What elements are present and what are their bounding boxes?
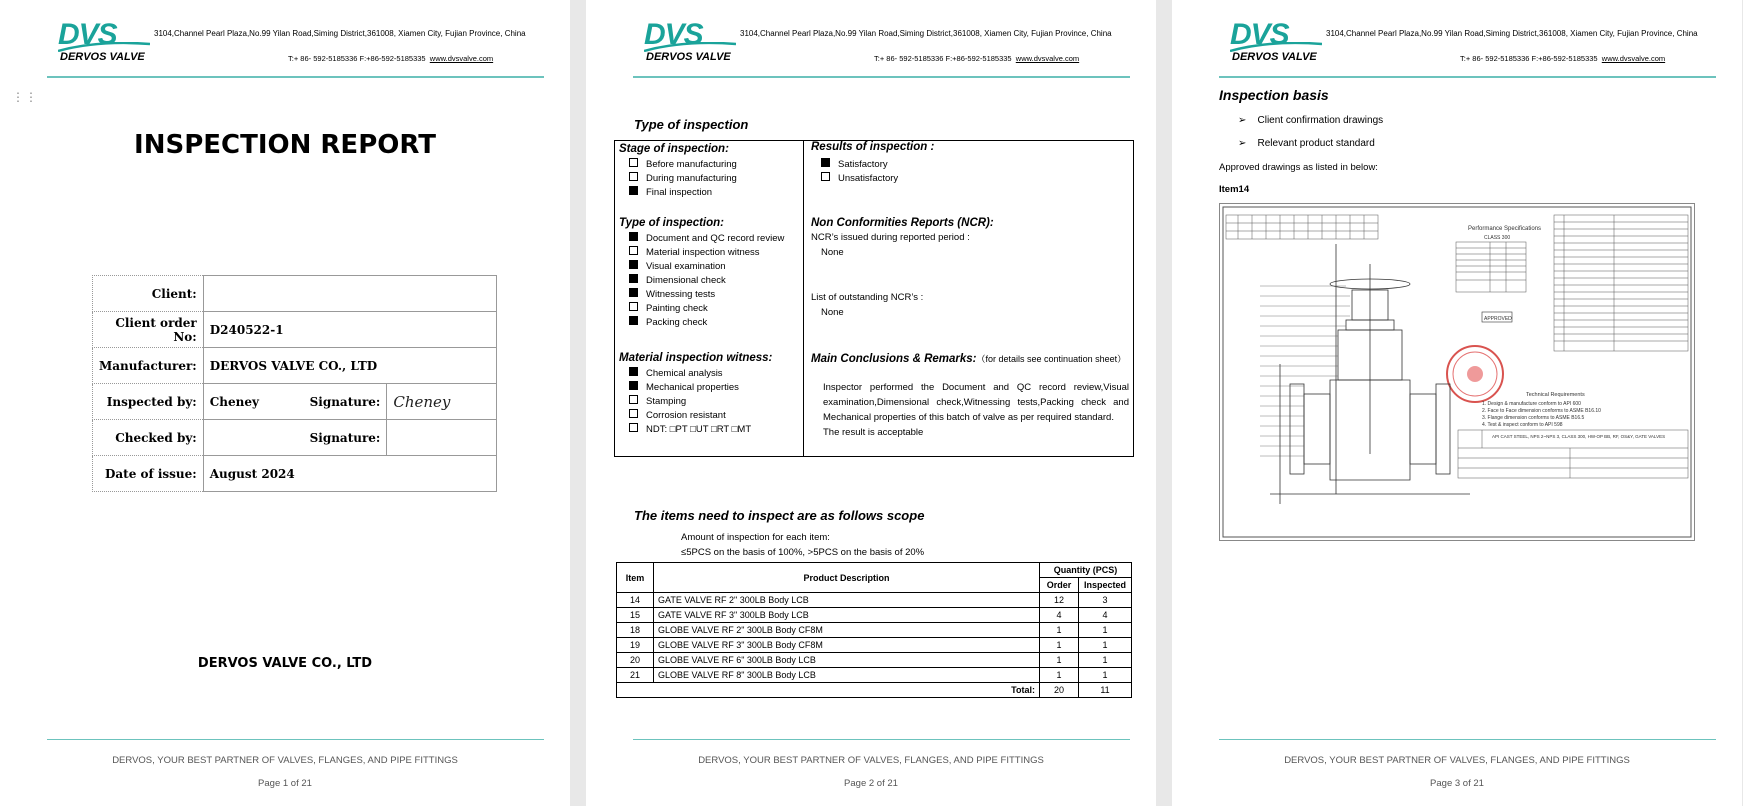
- checkbox-checked-icon[interactable]: [629, 186, 638, 195]
- signature-image: Cheney: [387, 384, 496, 420]
- cell-inspected: 1: [1079, 653, 1132, 668]
- checkbox-item[interactable]: [629, 367, 723, 379]
- header-address: 3104,Channel Pearl Plaza,No.99 Yilan Road,Siming District,361008, Xiamen City, Fujian Province, China: [154, 29, 526, 38]
- cell-order: 1: [1040, 638, 1079, 653]
- drawing-tech-line: 2. Face to Face dimension conforms to ASME B16.10: [1482, 408, 1601, 414]
- client-value: [203, 276, 496, 312]
- signature-label: Signature:: [291, 384, 387, 420]
- footer-slogan: DERVOS, YOUR BEST PARTNER OF VALVES, FLANGES, AND PIPE FITTINGS: [698, 755, 1044, 766]
- engineering-drawing: [1219, 203, 1695, 541]
- inspection-basis-heading: Inspection basis: [1219, 87, 1329, 103]
- ncr-none-2: None: [821, 307, 844, 318]
- inspected-value: Cheney: [203, 384, 291, 420]
- items-table: [616, 562, 1132, 698]
- drag-handle-icon[interactable]: ⋮⋮: [12, 90, 38, 104]
- cell-inspected: 3: [1079, 593, 1132, 608]
- amount-line: Amount of inspection for each item:: [681, 532, 830, 543]
- footer-slogan: DERVOS, YOUR BEST PARTNER OF VALVES, FLANGES, AND PIPE FITTINGS: [1284, 755, 1630, 766]
- item-label: Item14: [1219, 184, 1250, 195]
- bullet-text: Relevant product standard: [1257, 138, 1375, 149]
- items-body: [617, 593, 1132, 683]
- page-number: Page 3 of 21: [1430, 778, 1484, 789]
- total-inspected: 11: [1079, 683, 1132, 698]
- header-rule: [47, 76, 544, 78]
- checkbox-item[interactable]: [629, 395, 686, 407]
- drawing-tech-line: 4. Test & inspect conform to API 598: [1482, 422, 1563, 428]
- total-label: Total:: [617, 683, 1040, 698]
- cell-desc: GLOBE VALVE RF 3" 300LB Body CF8M: [654, 638, 1040, 653]
- checkbox-label: Painting check: [646, 303, 708, 314]
- checkbox-label: Witnessing tests: [646, 289, 716, 300]
- logo-subtitle: DERVOS VALVE: [646, 51, 731, 63]
- company-name: DERVOS VALVE CO., LTD: [197, 656, 373, 671]
- checkbox-label: Before manufacturing: [646, 159, 737, 170]
- cell-order: 4: [1040, 608, 1079, 623]
- page-number: Page 2 of 21: [844, 778, 898, 789]
- table-row: [617, 653, 1132, 668]
- cell-order: 1: [1040, 668, 1079, 683]
- table-row: [617, 608, 1132, 623]
- ncr-issued: NCR’s issued during reported period :: [811, 232, 970, 243]
- signature2-value: [387, 420, 496, 456]
- checkbox-item[interactable]: [629, 288, 715, 300]
- cell-item: 18: [617, 623, 654, 638]
- header-address: 3104,Channel Pearl Plaza,No.99 Yilan Road,Siming District,361008, Xiamen City, Fujian Province, China: [1326, 29, 1698, 38]
- manufacturer-label: Manufacturer:: [93, 348, 204, 384]
- cell-item: 21: [617, 668, 654, 683]
- checkbox-empty-icon[interactable]: [629, 423, 638, 432]
- order-value: D240522-1: [203, 312, 496, 348]
- conclusions-result: The result is acceptable: [823, 427, 924, 438]
- drawing-class-label: CLASS 300: [1484, 235, 1511, 241]
- footer-rule: [47, 739, 544, 740]
- checkbox-item[interactable]: [629, 423, 751, 435]
- drawing-tech-line: 1. Design & manufacture conform to API 600: [1482, 401, 1581, 407]
- logo-subtitle: DERVOS VALVE: [60, 51, 145, 63]
- checkbox-item[interactable]: [629, 186, 712, 198]
- cell-order: 1: [1040, 623, 1079, 638]
- checkbox-label: Satisfactory: [838, 159, 888, 170]
- checkbox-item[interactable]: [629, 274, 726, 286]
- header-contact: [874, 54, 1079, 63]
- order-label: Client order No:: [93, 312, 204, 348]
- checked-value: [203, 420, 291, 456]
- header-address: 3104,Channel Pearl Plaza,No.99 Yilan Road,Siming District,361008, Xiamen City, Fujian Province, China: [740, 29, 1112, 38]
- checkbox-empty-icon[interactable]: [629, 395, 638, 404]
- cell-desc: GLOBE VALVE RF 8" 300LB Body LCB: [654, 668, 1040, 683]
- cell-desc: GLOBE VALVE RF 6" 300LB Body LCB: [654, 653, 1040, 668]
- cell-order: 12: [1040, 593, 1079, 608]
- cell-item: 14: [617, 593, 654, 608]
- header-phone: T:+ 86- 592-5185336 F:+86-592-5185335: [1460, 54, 1598, 63]
- drawing-spec-title: Performance Specifications: [1468, 226, 1542, 232]
- header-phone: T:+ 86- 592-5185336 F:+86-592-5185335: [288, 54, 426, 63]
- checkbox-label: Document and QC record review: [646, 233, 785, 244]
- cell-desc: GATE VALVE RF 2" 300LB Body LCB: [654, 593, 1040, 608]
- approved-line: Approved drawings as listed in below:: [1219, 162, 1378, 173]
- th-qty: Quantity (PCS): [1040, 563, 1132, 578]
- checkbox-item[interactable]: [629, 409, 726, 421]
- checkbox-label: Material inspection witness: [646, 247, 760, 258]
- date-label: Date of issue:: [93, 456, 204, 492]
- total-order: 20: [1040, 683, 1079, 698]
- page-number: Page 1 of 21: [258, 778, 312, 789]
- page-2: [586, 0, 1156, 806]
- checkbox-checked-icon[interactable]: [629, 381, 638, 390]
- header-rule: [1219, 76, 1716, 78]
- logo-text: DVS: [58, 18, 117, 51]
- checkbox-label: Visual examination: [646, 261, 726, 272]
- header-contact: [288, 54, 493, 63]
- drawing-tech-title: Technical Requirements: [1526, 392, 1585, 398]
- logo-subtitle: DERVOS VALVE: [1232, 51, 1317, 63]
- checkbox-item[interactable]: [629, 246, 760, 258]
- page-title: INSPECTION REPORT: [134, 130, 436, 160]
- valve-drawing: [1270, 244, 1470, 504]
- dvs-logo: [1230, 20, 1330, 64]
- scope-heading: The items need to inspect are as follows scope: [634, 508, 925, 523]
- checkbox-label: Stamping: [646, 396, 687, 407]
- drawing-stamp-label: APPROVED: [1484, 316, 1512, 322]
- checkbox-label: Unsatisfactory: [838, 173, 899, 184]
- checkbox-checked-icon[interactable]: [629, 260, 638, 269]
- th-order: Order: [1040, 578, 1079, 593]
- results-heading: Results of inspection :: [811, 141, 935, 153]
- ncr-heading: Non Conformities Reports (NCR):: [811, 217, 994, 229]
- report-info-table: [92, 275, 497, 492]
- checkbox-empty-icon[interactable]: [821, 172, 830, 181]
- inspected-label: Inspected by:: [93, 384, 204, 420]
- stage-heading: Stage of inspection:: [619, 143, 729, 155]
- checkbox-checked-icon[interactable]: [629, 288, 638, 297]
- checkbox-checked-icon[interactable]: [629, 232, 638, 241]
- cell-inspected: 4: [1079, 608, 1132, 623]
- table-row: [617, 593, 1132, 608]
- table-row: [617, 623, 1132, 638]
- conclusions-text: [823, 380, 1129, 440]
- type-of-inspection-heading: Type of inspection: [634, 117, 749, 132]
- checkbox-item[interactable]: [821, 158, 888, 170]
- checkbox-item[interactable]: [629, 381, 739, 393]
- checkbox-label: Mechanical properties: [646, 382, 739, 393]
- logo-text: DVS: [644, 18, 703, 51]
- header-phone: T:+ 86- 592-5185336 F:+86-592-5185335: [874, 54, 1012, 63]
- bullet-text: Client confirmation drawings: [1257, 115, 1384, 126]
- basis-bullet: [1238, 138, 1375, 149]
- conclusions-body: Inspector performed the Document and QC record review,Visual examination,Dimensional check,Witnessing tests,Packing check and Mechanical properties of this batch of valve as per required standard.: [823, 382, 1129, 423]
- checkbox-checked-icon[interactable]: [629, 367, 638, 376]
- signature2-label: Signature:: [291, 420, 387, 456]
- checkbox-label: NDT: □PT □UT □RT □MT: [646, 424, 752, 435]
- drawing-svg: [1220, 204, 1694, 540]
- checkbox-empty-icon[interactable]: [629, 172, 638, 181]
- checkbox-label: Chemical analysis: [646, 368, 723, 379]
- checkbox-empty-icon[interactable]: [629, 409, 638, 418]
- checked-label: Checked by:: [93, 420, 204, 456]
- checkbox-checked-icon[interactable]: [629, 274, 638, 283]
- checkbox-item[interactable]: [629, 172, 737, 184]
- date-value: August 2024: [203, 456, 496, 492]
- conclusions-note: （for details see continuation sheet）: [976, 354, 1127, 364]
- logo-text: DVS: [1230, 18, 1289, 51]
- checkbox-item[interactable]: [629, 260, 726, 272]
- ncr-outstanding: List of outstanding NCR’s :: [811, 292, 924, 303]
- checkbox-item[interactable]: [629, 316, 707, 328]
- footer-rule: [1219, 739, 1716, 740]
- checkbox-item[interactable]: [629, 232, 784, 244]
- checkbox-checked-icon[interactable]: [821, 158, 830, 167]
- checkbox-empty-icon[interactable]: [629, 302, 638, 311]
- arrow-bullet-icon: ➢: [1238, 115, 1247, 126]
- cell-order: 1: [1040, 653, 1079, 668]
- basis-line: ≤5PCS on the basis of 100%, >5PCS on the basis of 20%: [681, 547, 925, 558]
- checkbox-checked-icon[interactable]: [629, 316, 638, 325]
- cell-inspected: 1: [1079, 623, 1132, 638]
- header-website-link[interactable]: www.dvsvalve.com: [1015, 54, 1080, 63]
- page-1: [0, 0, 570, 806]
- drawing-titleblock-text: API CAST STEEL, NPS 2~NPS 3, CLASS 300, HW-OP BB, RF, OS&Y, GATE VALVES: [1492, 434, 1666, 439]
- checkbox-empty-icon[interactable]: [629, 246, 638, 255]
- cell-inspected: 1: [1079, 668, 1132, 683]
- material-heading: Material inspection witness:: [619, 352, 773, 364]
- type2-heading: Type of inspection:: [619, 217, 724, 229]
- cell-item: 20: [617, 653, 654, 668]
- th-inspected: Inspected: [1079, 578, 1132, 593]
- page-3: [1172, 0, 1742, 806]
- manufacturer-value: DERVOS VALVE CO., LTD: [203, 348, 496, 384]
- table-row: [617, 668, 1132, 683]
- checkbox-item[interactable]: [821, 172, 898, 184]
- th-item: Item: [617, 563, 654, 593]
- dvs-logo: [58, 20, 158, 64]
- header-contact: [1460, 54, 1665, 63]
- checkbox-label: During manufacturing: [646, 173, 737, 184]
- cell-item: 15: [617, 608, 654, 623]
- header-website-link[interactable]: www.dvsvalve.com: [1601, 54, 1666, 63]
- checkbox-label: Corrosion resistant: [646, 410, 726, 421]
- client-label: Client:: [93, 276, 204, 312]
- drawing-tech-line: 3. Flange dimension conforms to ASME B16.5: [1482, 415, 1585, 421]
- conclusions-heading: [811, 352, 1126, 365]
- checkbox-item[interactable]: [629, 158, 737, 170]
- checkbox-label: Final inspection: [646, 187, 713, 198]
- header-rule: [633, 76, 1130, 78]
- box-divider: [803, 141, 804, 456]
- checkbox-label: Dimensional check: [646, 275, 726, 286]
- cell-desc: GATE VALVE RF 3" 300LB Body LCB: [654, 608, 1040, 623]
- footer-slogan: DERVOS, YOUR BEST PARTNER OF VALVES, FLANGES, AND PIPE FITTINGS: [112, 755, 458, 766]
- checkbox-empty-icon[interactable]: [629, 158, 638, 167]
- footer-rule: [633, 739, 1130, 740]
- table-row: [617, 638, 1132, 653]
- arrow-bullet-icon: ➢: [1238, 138, 1247, 149]
- checkbox-item[interactable]: [629, 302, 708, 314]
- ncr-none-1: None: [821, 247, 844, 258]
- cell-desc: GLOBE VALVE RF 2" 300LB Body CF8M: [654, 623, 1040, 638]
- dvs-logo: [644, 20, 744, 64]
- conclusions-title: Main Conclusions & Remarks:: [811, 353, 977, 365]
- th-desc: Product Description: [654, 563, 1040, 593]
- checkbox-label: Packing check: [646, 317, 708, 328]
- header-website-link[interactable]: www.dvsvalve.com: [429, 54, 494, 63]
- cell-item: 19: [617, 638, 654, 653]
- basis-bullet: [1238, 115, 1383, 126]
- cell-inspected: 1: [1079, 638, 1132, 653]
